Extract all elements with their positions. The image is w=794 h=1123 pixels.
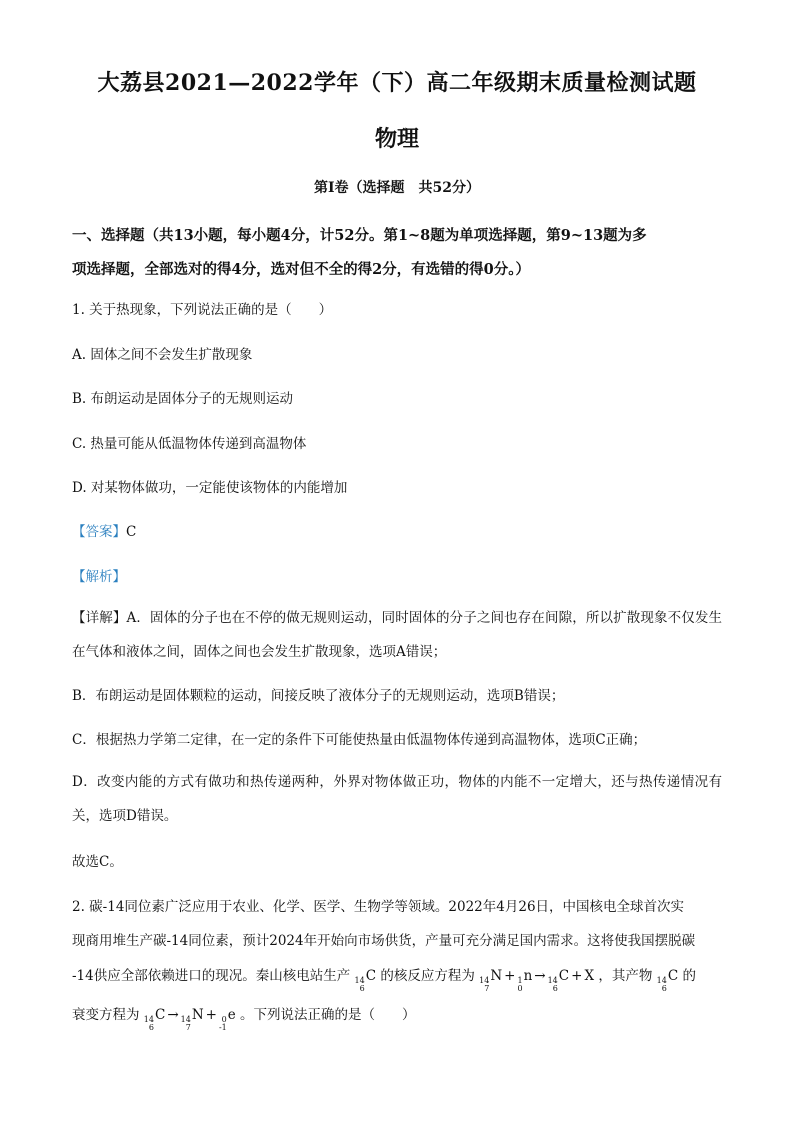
q2-line-3-c: ，其产物 <box>598 968 653 984</box>
decay-electron: 0 -1 e <box>218 1007 236 1032</box>
q1-option-a: A. 固体之间不会发生扩散现象 <box>72 347 253 363</box>
q1-stem: 1. 关于热现象，下列说法正确的是（ ） <box>72 302 333 318</box>
q2-line-1: 2. 碳-14同位素广泛应用于农业、化学、医学、生物学等领域。2022年4月26日，中国核电全球首次实 <box>72 899 685 915</box>
q2-line-2: 现商用堆生产碳-14同位素，预计2024年开始向市场供货，产量可充分满足国内需求。这将使我国摆脱碳 <box>72 933 696 949</box>
answer-value: C <box>126 524 137 540</box>
q1-analysis <box>72 565 722 585</box>
exam-title: 大荔县2021—2022学年（下）高二年级期末质量检测试题 <box>97 70 697 96</box>
instructions-line-1: 一、选择题（共13小题，每小题4分，计52分。第1~8题为单项选择题，第9~13题为多 <box>72 227 647 244</box>
q1-detail-d: D．改变内能的方式有做功和热传递两种，外界对物体做正功，物体的内能不一定增大，还与热传递情况有关，选项D错误。 <box>72 774 722 824</box>
q1-answer <box>72 520 722 540</box>
decay-c14: 14 6 C <box>143 1007 166 1032</box>
q2-line-3 <box>72 964 722 993</box>
q1-conclusion: 故选C。 <box>72 854 123 870</box>
answer-tag: 【答案】 <box>72 524 126 540</box>
nuclide-c14-b: 14 6 C <box>656 968 679 993</box>
q2-line-3-a: -14供应全部依赖进口的现况。秦山核电站生产 <box>72 968 351 984</box>
q1-option-d: D. 对某物体做功，一定能使该物体的内能增加 <box>72 480 348 496</box>
q2-line-4-a: 衰变方程为 <box>72 1007 140 1023</box>
q1-detail-c: C．根据热力学第二定律，在一定的条件下可能使热量由低温物体传递到高温物体，选项C正确； <box>72 732 647 748</box>
nuclide-n14: 14 7 N <box>479 968 503 993</box>
q2-line-4-b: 。下列说法正确的是（ ） <box>240 1007 416 1023</box>
detail-a-text: A．固体的分子也在不停的做无规则运动，同时固体的分子之间也存在间隙，所以扩散现象不仅发生在气体和液体之间，固体之间也会发生扩散现象，选项A错误； <box>72 610 723 660</box>
nuclide-c14: 14 6 C <box>354 968 377 993</box>
subject-title: 物理 <box>374 126 419 152</box>
detail-tag: 【详解】 <box>72 610 127 626</box>
decay-n14: 14 7 N <box>180 1007 204 1032</box>
q2-line-3-b: 的核反应方程为 <box>380 968 475 984</box>
section-heading: 第Ⅰ卷（选择题 共52分） <box>313 180 481 196</box>
section-instructions <box>72 219 722 287</box>
decay-equation: 14 6 C → 14 7 N + 0 -1 e <box>143 1007 236 1032</box>
nuclide-neutron: 1 0 n <box>517 968 533 993</box>
q1-option-c: C. 热量可能从低温物体传递到高温物体 <box>72 436 307 452</box>
q2-line-3-d: 的 <box>682 968 696 984</box>
instructions-line-2: 项选择题，全部选对的得4分，选对但不全的得2分，有选错的得0分。） <box>72 261 531 278</box>
nuclide-c14-product: 14 6 C <box>547 968 570 993</box>
q1-detail-b: B．布朗运动是固体颗粒的运动，间接反映了液体分子的无规则运动，选项B错误； <box>72 688 565 704</box>
reaction-equation: 14 7 N + 1 0 n → 14 6 C + X <box>479 968 595 993</box>
q2-line-4 <box>72 1003 722 1032</box>
analysis-tag: 【解析】 <box>72 569 126 585</box>
q1-detail-a <box>72 601 722 669</box>
q1-option-b: B. 布朗运动是固体分子的无规则运动 <box>72 391 294 407</box>
